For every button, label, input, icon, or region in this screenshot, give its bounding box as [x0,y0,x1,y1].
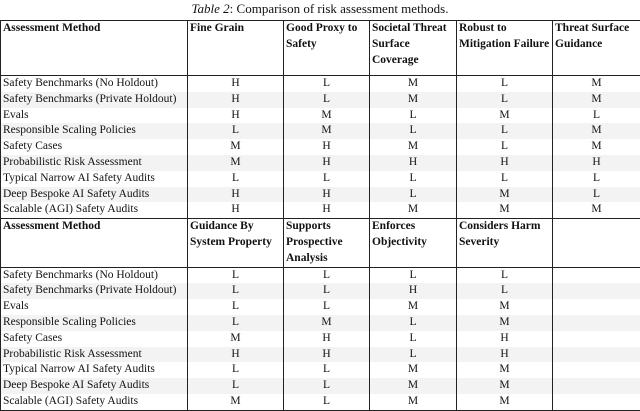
table-row [1,155,640,171]
method-cell: Scalable (AGI) Safety Audits [1,394,188,410]
column-header: Guidance By System Property [188,219,284,267]
method-cell: Scalable (AGI) Safety Audits [1,202,188,218]
rating-cell: H [188,187,284,203]
rating-cell: M [457,394,553,410]
rating-cell [553,331,640,347]
rating-cell: H [284,331,370,347]
table-row [1,202,640,218]
rating-cell: M [370,139,457,155]
rating-cell: L [457,92,553,108]
method-cell: Probabilistic Risk Assessment [1,347,188,363]
column-header: Societal Threat Surface Coverage [370,21,457,76]
method-cell: Safety Benchmarks (No Holdout) [1,267,188,283]
method-cell: Safety Benchmarks (No Holdout) [1,76,188,92]
rating-cell: L [457,139,553,155]
table-row [1,299,640,315]
rating-cell: M [370,76,457,92]
column-header: Robust to Mitigation Failure [457,21,553,76]
rating-cell: L [284,394,370,410]
rating-cell: H [188,92,284,108]
table-row [1,171,640,187]
rating-cell: L [457,171,553,187]
table-row [1,76,640,92]
rating-cell [553,394,640,410]
rating-cell: M [370,92,457,108]
rating-cell: L [457,283,553,299]
rating-cell: L [284,171,370,187]
rating-cell [553,267,640,283]
table-caption [0,0,640,20]
table-row [1,267,640,283]
rating-cell: H [284,187,370,203]
rating-cell: L [188,171,284,187]
column-header: Fine Grain [188,21,284,76]
rating-cell: H [284,139,370,155]
rating-cell: L [370,331,457,347]
method-cell: Safety Benchmarks (Private Holdout) [1,283,188,299]
table-row [1,139,640,155]
column-header: Enforces Objectivity [370,219,457,267]
method-cell: Deep Bespoke AI Safety Audits [1,378,188,394]
rating-cell: L [553,187,640,203]
table-row [1,123,640,139]
rating-cell: L [188,315,284,331]
rating-cell: L [188,299,284,315]
table-row [1,378,640,394]
rating-cell: H [457,331,553,347]
rating-cell: M [457,299,553,315]
column-header: Considers Harm Severity [457,219,553,267]
column-header: Assessment Method [1,219,188,267]
rating-cell: H [284,347,370,363]
rating-cell: M [370,299,457,315]
rating-cell: M [457,362,553,378]
rating-cell: M [553,92,640,108]
rating-cell: L [284,299,370,315]
rating-cell: H [188,202,284,218]
table-row [1,108,640,124]
column-header: Assessment Method [1,21,188,76]
rating-cell: H [457,347,553,363]
rating-cell: L [370,187,457,203]
rating-cell: L [457,123,553,139]
rating-cell: H [284,155,370,171]
column-header [553,219,640,267]
rating-cell [553,283,640,299]
rating-cell: L [188,267,284,283]
rating-cell: M [284,108,370,124]
rating-cell: L [284,378,370,394]
rating-cell: M [553,139,640,155]
rating-cell: M [188,139,284,155]
rating-cell: M [457,202,553,218]
rating-cell: L [284,267,370,283]
rating-cell: L [284,92,370,108]
rating-cell: H [188,108,284,124]
table-row [1,394,640,410]
table-row [1,283,640,299]
rating-cell: H [284,202,370,218]
rating-cell: L [370,267,457,283]
rating-cell: L [188,123,284,139]
rating-cell: M [188,331,284,347]
rating-cell: M [188,155,284,171]
method-cell: Evals [1,299,188,315]
method-cell: Safety Cases [1,331,188,347]
method-cell: Responsible Scaling Policies [1,123,188,139]
rating-cell: H [188,347,284,363]
rating-cell: M [457,315,553,331]
rating-cell: M [370,378,457,394]
method-cell: Safety Cases [1,139,188,155]
header-row [1,21,640,76]
rating-cell: L [370,315,457,331]
rating-cell: M [553,202,640,218]
table-row [1,92,640,108]
rating-cell: L [553,171,640,187]
rating-cell [553,315,640,331]
rating-cell: L [284,76,370,92]
method-cell: Responsible Scaling Policies [1,315,188,331]
method-cell: Probabilistic Risk Assessment [1,155,188,171]
rating-cell: M [188,394,284,410]
rating-cell: L [370,171,457,187]
rating-cell: M [457,378,553,394]
method-cell: Typical Narrow AI Safety Audits [1,171,188,187]
method-cell: Evals [1,108,188,124]
rating-cell [553,378,640,394]
rating-cell: L [457,267,553,283]
rating-cell [553,299,640,315]
table-row [1,362,640,378]
rating-cell: M [370,202,457,218]
rating-cell: M [553,76,640,92]
method-cell: Typical Narrow AI Safety Audits [1,362,188,378]
rating-cell: L [188,283,284,299]
rating-cell: H [188,76,284,92]
rating-cell: L [188,362,284,378]
rating-cell: L [370,123,457,139]
table-row [1,315,640,331]
table-row [1,331,640,347]
rating-cell: H [370,283,457,299]
rating-cell: L [284,283,370,299]
rating-cell: M [457,187,553,203]
rating-cell: L [188,378,284,394]
rating-cell [553,347,640,363]
rating-cell: L [370,347,457,363]
method-cell: Safety Benchmarks (Private Holdout) [1,92,188,108]
rating-cell: M [284,123,370,139]
column-header: Threat Surface Guidance [553,21,640,76]
method-cell: Deep Bespoke AI Safety Audits [1,187,188,203]
rating-cell: L [457,76,553,92]
table-row [1,187,640,203]
rating-cell: M [457,108,553,124]
rating-cell: M [284,315,370,331]
rating-cell: M [370,394,457,410]
rating-cell: L [370,108,457,124]
caption-label: Table 2 [192,1,230,16]
caption-text: : Comparison of risk assessment methods. [230,1,449,16]
column-header: Supports Prospective Analysis [284,219,370,267]
risk-assessment-table [0,20,640,411]
rating-cell: L [284,362,370,378]
rating-cell: H [457,155,553,171]
rating-cell: H [553,155,640,171]
rating-cell: L [553,108,640,124]
column-header: Good Proxy to Safety [284,21,370,76]
rating-cell [553,362,640,378]
rating-cell: M [370,362,457,378]
header-row [1,219,640,267]
rating-cell: M [553,123,640,139]
rating-cell: H [370,155,457,171]
table-row [1,347,640,363]
